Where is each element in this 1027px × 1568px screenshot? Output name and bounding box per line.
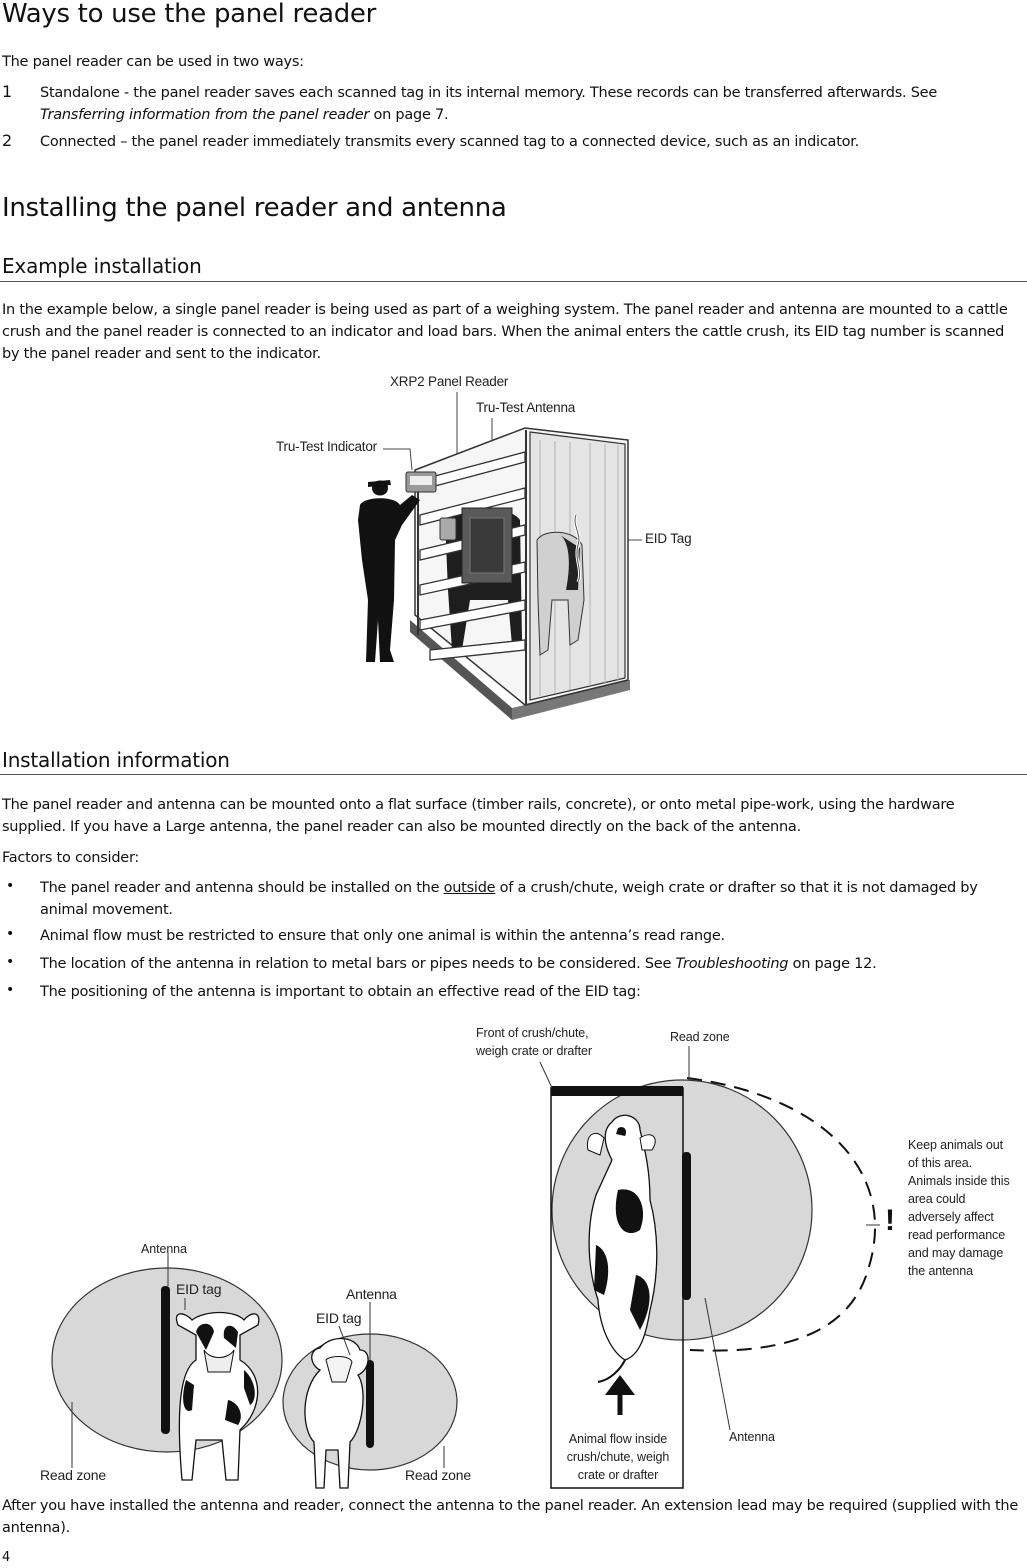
info-paragraph: The panel reader and antenna can be mounted onto a flat surface (timber rails, concrete), or onto metal pipe-work, using the hardware supplied. If you have a Large antenna, the panel reader can also be mounted directly on the back of the antenna. bbox=[2, 797, 955, 835]
item-text: Connected – the panel reader immediately transmits every scanned tag to a connected device, such as an indicator. bbox=[40, 134, 859, 150]
factors-label: Factors to consider: bbox=[2, 850, 140, 866]
label-front-of-crush: Front of crush/chute, weigh crate or drafter bbox=[476, 1026, 592, 1058]
label-read-zone: Read zone bbox=[670, 1030, 730, 1044]
bullet-dot: • bbox=[6, 878, 15, 894]
bullet-dot: • bbox=[6, 926, 15, 942]
label-animal-flow: Animal flow inside crush/chute, weigh crate or drafter bbox=[566, 1432, 670, 1482]
label-tru-test-indicator: Tru-Test Indicator bbox=[276, 439, 377, 454]
label-xrp2-panel-reader: XRP2 Panel Reader bbox=[390, 374, 509, 389]
section-title-ways: Ways to use the panel reader bbox=[2, 0, 376, 29]
label-keep-animals-out: Keep animals out of this area. Animals inside this area could adversely affect read performance and may damage the antenna bbox=[908, 1138, 1010, 1278]
heading-rule bbox=[0, 774, 1027, 775]
heading-installation-information: Installation information bbox=[2, 748, 230, 772]
label-tru-test-antenna: Tru-Test Antenna bbox=[476, 400, 576, 415]
label-sheep-eid-tag: EID tag bbox=[316, 1310, 362, 1326]
label-eid-tag: EID Tag bbox=[645, 531, 692, 546]
label-cow-read-zone: Read zone bbox=[40, 1467, 106, 1483]
example-paragraph: In the example below, a single panel reader is being used as part of a weighing system. The panel reader and antenna are mounted to a cattle crush and the panel reader is connected to an indicator and load bars. When the animal enters the cattle crush, its EID tag number is scanned by the panel reader and sent to the indicator. bbox=[2, 302, 1008, 362]
label-sheep-antenna: Antenna bbox=[346, 1286, 397, 1302]
closing-paragraph: After you have installed the antenna and reader, connect the antenna to the panel reader. An extension lead may be required (supplied with the antenna). bbox=[2, 1498, 1019, 1536]
bullet-dot: • bbox=[6, 954, 15, 970]
warning-icon: ! bbox=[885, 1204, 895, 1237]
label-sheep-read-zone: Read zone bbox=[405, 1467, 471, 1483]
outside-emphasis: outside bbox=[443, 880, 496, 896]
cattle-crush-illustration bbox=[0, 0, 1027, 760]
item-number: 2 bbox=[2, 131, 13, 150]
item-text: Standalone - the panel reader saves each scanned tag in its internal memory. These records can be transferred afterwards. See Transferring information from the panel reader on page 7. bbox=[40, 85, 938, 123]
item-number: 1 bbox=[2, 82, 13, 101]
label-antenna: Antenna bbox=[729, 1430, 775, 1444]
bullet-dot: • bbox=[6, 982, 15, 998]
intro-text: The panel reader can be used in two ways: bbox=[2, 54, 304, 70]
section-title-installing: Installing the panel reader and antenna bbox=[2, 193, 507, 223]
label-cow-eid-tag: EID tag bbox=[176, 1281, 222, 1297]
troubleshooting-link[interactable]: Troubleshooting bbox=[675, 956, 789, 972]
page-number: 4 bbox=[2, 1550, 11, 1565]
heading-example-installation: Example installation bbox=[2, 254, 202, 278]
label-cow-antenna: Antenna bbox=[141, 1242, 187, 1256]
transferring-link[interactable]: Transferring information from the panel reader bbox=[40, 107, 370, 123]
